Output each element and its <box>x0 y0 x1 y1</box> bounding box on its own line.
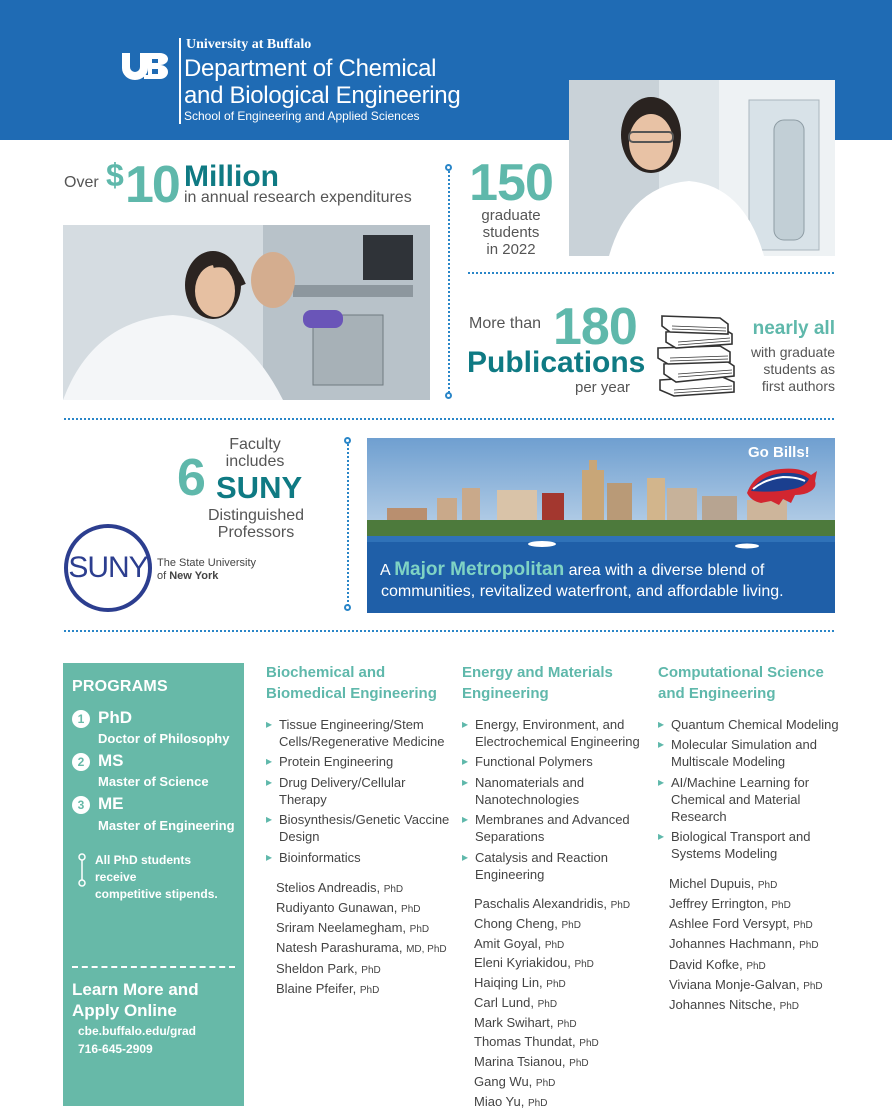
research-area <box>266 716 444 750</box>
faculty-degree: PhD <box>799 940 819 951</box>
stipend-line-2: competitive stipends. <box>95 887 218 901</box>
faculty-degree: PhD <box>746 961 766 972</box>
research-caption: in annual research expenditures <box>184 189 412 206</box>
area-line: Systems Modeling <box>671 846 778 861</box>
publication-count: 180 <box>553 298 637 356</box>
faculty-degree: PhD <box>779 1001 800 1012</box>
faculty-member <box>474 1094 547 1109</box>
research-area <box>266 774 405 808</box>
column-heading-computational <box>658 662 824 704</box>
connector-dot-bottom-2 <box>344 604 351 611</box>
faculty-degree: PhD <box>537 999 558 1010</box>
vertical-dotted-divider-2 <box>347 444 349 606</box>
faculty-name: Stelios Andreadis, <box>276 880 381 895</box>
area-line: Engineering <box>475 867 545 882</box>
area-line: ▸ Bioinformatics <box>279 850 361 865</box>
vertical-dotted-divider <box>448 171 450 393</box>
faculty-member <box>669 916 813 931</box>
faculty-caption <box>210 436 300 470</box>
area-line: ▸ Nanomaterials and <box>475 775 585 790</box>
dollar-sign: $ <box>106 157 124 193</box>
lab-photo <box>63 225 430 400</box>
faculty-degree: PhD <box>546 979 566 990</box>
faculty-name: Haiqing Lin, <box>474 975 543 990</box>
faculty-degree: PhD <box>757 880 778 891</box>
faculty-name: Carl Lund, <box>474 995 534 1010</box>
faculty-member <box>474 916 581 931</box>
horizontal-dotted-divider-3 <box>64 630 834 632</box>
suny-of: of <box>157 570 170 582</box>
column-heading-line-2: and Engineering <box>658 685 776 702</box>
area-line: Therapy <box>279 792 327 807</box>
go-bills-label: Go Bills! <box>748 444 810 461</box>
area-line: Design <box>279 829 320 844</box>
area-line: Separations <box>475 829 545 844</box>
research-amount: 10 <box>125 156 179 214</box>
faculty-member <box>474 955 594 970</box>
column-heading-line-1: Computational Science <box>658 664 824 681</box>
faculty-caption-line-1: Faculty <box>229 436 281 453</box>
area-line: Electrochemical Engineering <box>475 734 640 749</box>
research-area <box>658 716 839 733</box>
metro-rest: area with a diverse blend of <box>564 562 765 579</box>
column-heading-line-1: Energy and Materials <box>462 664 613 681</box>
department-title-line-2: and Biological Engineering <box>184 82 461 109</box>
area-line: ▸ Tissue Engineering/Stem <box>279 717 424 732</box>
faculty-member <box>474 975 566 990</box>
faculty-member <box>669 896 791 911</box>
faculty-name: Michel Dupuis, <box>669 876 755 891</box>
stipend-note <box>95 852 235 903</box>
faculty-member <box>474 1054 589 1069</box>
faculty-degree: PhD <box>771 900 791 911</box>
faculty-member <box>474 896 630 911</box>
graduate-count: 150 <box>469 154 553 212</box>
area-line: Research <box>671 809 727 824</box>
faculty-member <box>474 1015 577 1030</box>
area-line: ▸ Protein Engineering <box>279 754 394 769</box>
program-code-phd: PhD <box>98 708 132 727</box>
first-author-caption-line-2: students as <box>763 361 835 377</box>
faculty-name: Jeffrey Errington, <box>669 896 768 911</box>
faculty-member <box>669 876 777 891</box>
metro-caption-line-1 <box>380 559 764 581</box>
area-line: ▸ Molecular Simulation and <box>671 737 817 752</box>
over-label: Over <box>64 174 99 191</box>
faculty-degree: PhD <box>361 965 381 976</box>
area-line: ▸ Quantum Chemical Modeling <box>671 717 839 732</box>
faculty-member <box>669 997 799 1012</box>
department-title-line-1: Department of Chemical <box>184 55 437 82</box>
distinguished-caption <box>196 507 316 541</box>
metro-highlight: Major Metropolitan <box>394 559 565 580</box>
faculty-name: Ashlee Ford Versypt, <box>669 916 790 931</box>
connector-dot-top-2 <box>344 437 351 444</box>
connector-dot-bottom <box>445 392 452 399</box>
nearly-all-label: nearly all <box>752 318 835 339</box>
ub-logo-icon <box>120 50 172 80</box>
faculty-member <box>474 936 564 951</box>
faculty-member <box>276 920 429 935</box>
faculty-member <box>276 940 447 955</box>
distinguished-caption-line-2: Professors <box>217 524 295 541</box>
first-author-caption-line-1: with graduate <box>750 344 835 360</box>
researcher-photo <box>569 80 835 256</box>
faculty-member <box>474 1034 599 1049</box>
column-heading-biochemical <box>266 662 437 704</box>
logo-divider <box>179 38 181 124</box>
faculty-degree: PhD <box>383 884 404 895</box>
learn-more-line-1: Learn More and <box>72 980 199 999</box>
area-line: ▸ Biosynthesis/Genetic Vaccine <box>279 812 450 827</box>
research-area <box>658 828 810 862</box>
faculty-member <box>276 961 381 976</box>
area-line: ▸ Drug Delivery/Cellular <box>279 775 406 790</box>
faculty-name: Gang Wu, <box>474 1074 533 1089</box>
area-line: Multiscale Modeling <box>671 754 786 769</box>
programs-divider <box>72 966 235 968</box>
school-name: School of Engineering and Applied Sciences <box>184 109 420 123</box>
pin-connector-icon <box>77 853 87 887</box>
distinguished-count: 6 <box>177 449 206 507</box>
area-line: ▸ Biological Transport and <box>671 829 811 844</box>
faculty-degree: PhD <box>535 1078 556 1089</box>
first-author-caption-line-3: first authors <box>761 378 835 394</box>
faculty-member <box>669 957 766 972</box>
faculty-name: Chong Cheng, <box>474 916 558 931</box>
faculty-name: Blaine Pfeifer, <box>276 981 357 996</box>
faculty-degree: PhD <box>610 900 631 911</box>
faculty-name: Marina Tsianou, <box>474 1054 566 1069</box>
faculty-name: Mark Swihart, <box>474 1015 554 1030</box>
faculty-degree: PhD <box>579 1038 599 1049</box>
faculty-name: Sheldon Park, <box>276 961 358 976</box>
faculty-degree: PhD <box>574 959 594 970</box>
faculty-member <box>276 900 421 915</box>
faculty-member <box>669 977 823 992</box>
publications-label: Publications <box>467 346 646 379</box>
faculty-name: Thomas Thundat, <box>474 1034 576 1049</box>
faculty-name: David Kofke, <box>669 957 743 972</box>
faculty-degree: PhD <box>409 924 430 935</box>
faculty-degree: PhD <box>569 1058 589 1069</box>
graduate-caption <box>466 207 556 258</box>
faculty-degree: PhD <box>561 920 581 931</box>
graduate-caption-line-2: students <box>482 224 540 241</box>
area-line: Nanotechnologies <box>475 792 580 807</box>
per-year-label: per year <box>575 379 631 396</box>
stipend-line-1: All PhD students receive <box>95 853 192 884</box>
research-area <box>462 716 640 750</box>
area-line: ▸ AI/Machine Learning for <box>671 775 810 790</box>
faculty-member <box>474 1074 555 1089</box>
graduate-caption-line-1: graduate <box>481 207 541 224</box>
column-heading-line-2: Engineering <box>462 685 549 702</box>
area-line: ▸ Functional Polymers <box>475 754 593 769</box>
faculty-degree: PhD <box>401 904 421 915</box>
faculty-member <box>474 995 557 1010</box>
metro-a: A <box>380 562 395 579</box>
faculty-name: Sriram Neelamegham, <box>276 920 407 935</box>
university-name: University at Buffalo <box>186 37 312 52</box>
column-heading-line-1: Biochemical and <box>266 664 386 681</box>
suny-logo-line-2 <box>157 570 218 582</box>
faculty-name: Johannes Hachmann, <box>669 936 796 951</box>
area-line: ▸ Membranes and Advanced <box>475 812 630 827</box>
research-area <box>462 753 593 770</box>
suny-logo-line-1: The State University <box>157 557 257 569</box>
apply-url-link[interactable]: cbe.buffalo.edu/grad <box>78 1024 197 1038</box>
graduate-caption-line-3: in 2022 <box>486 241 536 258</box>
program-number-3: 3 <box>72 796 90 814</box>
faculty-caption-line-2: includes <box>225 453 285 470</box>
learn-more-line-2: Apply Online <box>72 1001 177 1020</box>
research-area <box>266 849 361 866</box>
program-number-2: 2 <box>72 753 90 771</box>
horizontal-dotted-divider-2 <box>64 418 834 420</box>
program-name-me: Master of Engineering <box>98 818 235 833</box>
faculty-member <box>669 936 819 951</box>
programs-title: PROGRAMS <box>72 678 168 695</box>
faculty-degree: PhD <box>803 981 823 992</box>
phone-number: 716-645-2909 <box>78 1042 153 1056</box>
more-than-label: More than <box>469 315 542 332</box>
research-area <box>462 774 584 808</box>
area-line: ▸ Energy, Environment, and <box>475 717 625 732</box>
suny-logo <box>64 524 152 612</box>
faculty-name: Paschalis Alexandridis, <box>474 896 607 911</box>
suny-logo-mark: SUNY <box>68 551 148 584</box>
faculty-member <box>276 981 379 996</box>
research-area <box>658 736 817 770</box>
faculty-name: Miao Yu, <box>474 1094 525 1109</box>
faculty-degree: MD, PhD <box>406 944 447 955</box>
first-author-caption <box>730 344 835 395</box>
program-code-me: ME <box>98 794 124 813</box>
connector-dot-top <box>445 164 452 171</box>
books-stack-icon <box>652 308 742 400</box>
program-name-phd: Doctor of Philosophy <box>98 731 230 746</box>
distinguished-caption-line-1: Distinguished <box>207 507 305 524</box>
buffalo-bills-logo-icon <box>743 463 819 511</box>
faculty-name: Amit Goyal, <box>474 936 542 951</box>
faculty-member <box>276 880 403 895</box>
faculty-degree: PhD <box>793 920 813 931</box>
horizontal-dotted-divider-1 <box>468 272 834 274</box>
faculty-name: Viviana Monje-Galvan, <box>669 977 800 992</box>
program-name-ms: Master of Science <box>98 774 209 789</box>
program-number-1: 1 <box>72 710 90 728</box>
faculty-name: Rudiyanto Gunawan, <box>276 900 398 915</box>
program-code-ms: MS <box>98 751 124 770</box>
faculty-degree: PhD <box>544 940 565 951</box>
column-heading-energy <box>462 662 613 704</box>
column-heading-line-2: Biomedical Engineering <box>266 685 437 702</box>
million-label: Million <box>184 160 279 193</box>
faculty-name: Johannes Nitsche, <box>669 997 776 1012</box>
faculty-degree: PhD <box>359 985 380 996</box>
faculty-degree: PhD <box>527 1098 548 1109</box>
research-area <box>462 849 608 883</box>
learn-more-heading <box>72 979 232 1021</box>
area-line: ▸ Catalysis and Reaction <box>475 850 608 865</box>
area-line: Cells/Regenerative Medicine <box>279 734 445 749</box>
research-area <box>462 811 630 845</box>
faculty-name: Natesh Parashurama, <box>276 940 403 955</box>
suny-label: SUNY <box>216 470 303 505</box>
metro-caption-line-2: communities, revitalized waterfront, and affordable living. <box>381 583 784 600</box>
suny-new-york: New York <box>169 570 219 582</box>
faculty-degree: PhD <box>557 1019 577 1030</box>
faculty-name: Eleni Kyriakidou, <box>474 955 571 970</box>
research-area <box>658 774 809 825</box>
research-area <box>266 811 449 845</box>
research-area <box>266 753 393 770</box>
area-line: Chemical and Material <box>671 792 801 807</box>
